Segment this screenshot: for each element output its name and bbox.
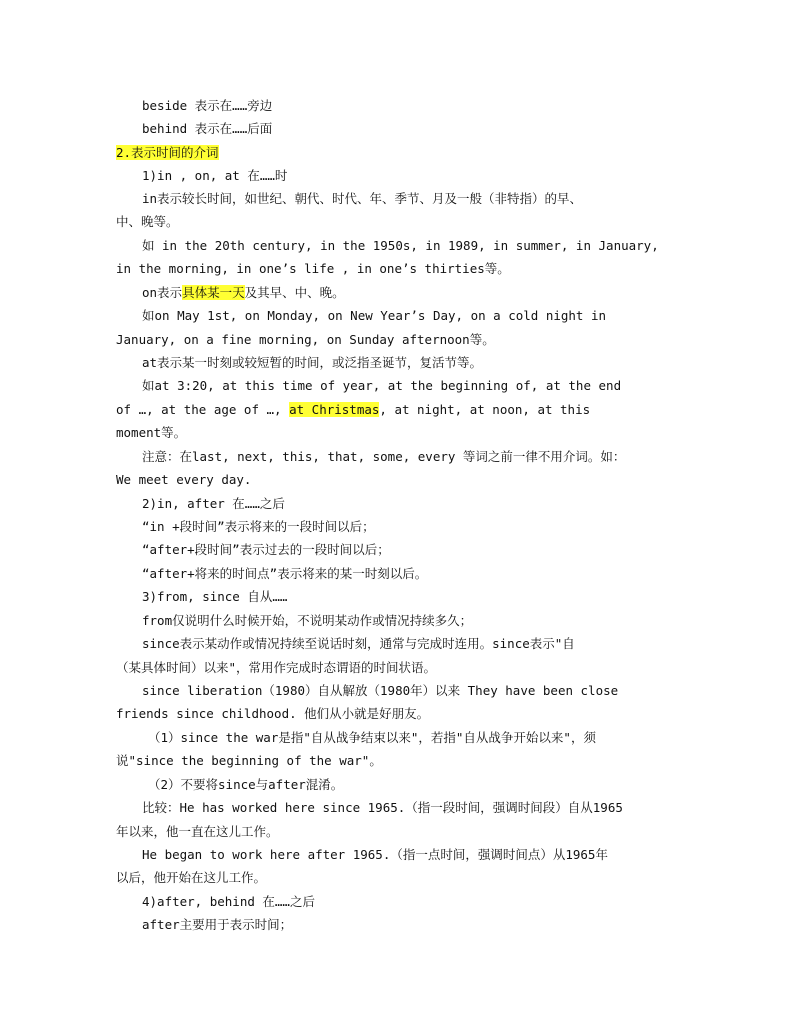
text-line: January, on a fine morning, on Sunday afternoon等。 <box>116 332 495 347</box>
text-line: （1）since the war是指"自从战争结束以来"，若指"自从战争开始以来"，须 <box>148 730 596 745</box>
text-line: “after+段时间”表示过去的一段时间以后； <box>142 542 390 557</box>
text-line: after主要用于表示时间； <box>142 917 293 932</box>
text-line: beside 表示在……旁边 <box>142 98 273 113</box>
text-line: friends since childhood. 他们从小就是好朋友。 <box>116 706 430 721</box>
text-line: （2）不要将since与after混淆。 <box>148 777 344 792</box>
text-line: 4)after, behind 在……之后 <box>142 894 315 909</box>
text-line: 如on May 1st, on Monday, on New Year’s Day, on a cold night in <box>142 308 607 323</box>
text-line: since liberation（1980）自从解放（1980年）以来 They have been close <box>142 683 619 698</box>
text-line: 中、晚等。 <box>116 214 179 229</box>
text-span: of …, at the age of …, <box>116 402 290 417</box>
section-heading <box>116 143 686 163</box>
text-line <box>142 283 686 303</box>
text-line: （某具体时间）以来"，常用作完成时态谓语的时间状语。 <box>116 660 437 675</box>
text-line <box>116 400 686 420</box>
text-span: , at night, at noon, at this <box>379 402 591 417</box>
text-line: 注意：在last, next, this, that, some, every 等词之前一律不用介词。如： <box>142 449 626 464</box>
text-line: 如 in the 20th century, in the 1950s, in 1989, in summer, in January, <box>142 238 659 253</box>
text-line: “in +段时间”表示将来的一段时间以后； <box>142 519 375 534</box>
text-line: 说"since the beginning of the war"。 <box>116 753 382 768</box>
text-line: We meet every day. <box>116 472 252 487</box>
highlight: 2.表示时间的介词 <box>116 145 219 160</box>
text-span: on表示 <box>142 285 183 300</box>
text-line: moment等。 <box>116 425 187 440</box>
text-line: behind 表示在……后面 <box>142 121 273 136</box>
text-line: He began to work here after 1965.（指一点时间，强调时间点）从1965年 <box>142 847 608 862</box>
text-line: in表示较长时间，如世纪、朝代、时代、年、季节、月及一般（非特指）的早、 <box>142 191 583 206</box>
text-line: 如at 3:20, at this time of year, at the beginning of, at the end <box>142 378 622 393</box>
text-line: 1)in , on, at 在……时 <box>142 168 288 183</box>
text-line: 3)from, since 自从…… <box>142 589 288 604</box>
text-line: 年以来，他一直在这儿工作。 <box>116 824 279 839</box>
text-line: 比较：He has worked here since 1965.（指一段时间，强调时间段）自从1965 <box>142 800 623 815</box>
text-line: in the morning, in one’s life , in one’s thirties等。 <box>116 261 510 276</box>
text-line: 以后，他开始在这儿工作。 <box>116 870 267 885</box>
highlight: at Christmas <box>289 402 380 417</box>
text-line: “after+将来的时间点”表示将来的某一时刻以后。 <box>142 566 428 581</box>
text-line: from仅说明什么时候开始，不说明某动作或情况持续多久； <box>142 613 473 628</box>
text-line: since表示某动作或情况持续至说话时刻，通常与完成时连用。since表示"自 <box>142 636 575 651</box>
text-span: 及其早、中、晚。 <box>244 285 345 300</box>
text-line: at表示某一时刻或较短暂的时间，或泛指圣诞节，复活节等。 <box>142 355 483 370</box>
highlight: 具体某一天 <box>182 285 245 300</box>
text-line: 2)in, after 在……之后 <box>142 496 285 511</box>
